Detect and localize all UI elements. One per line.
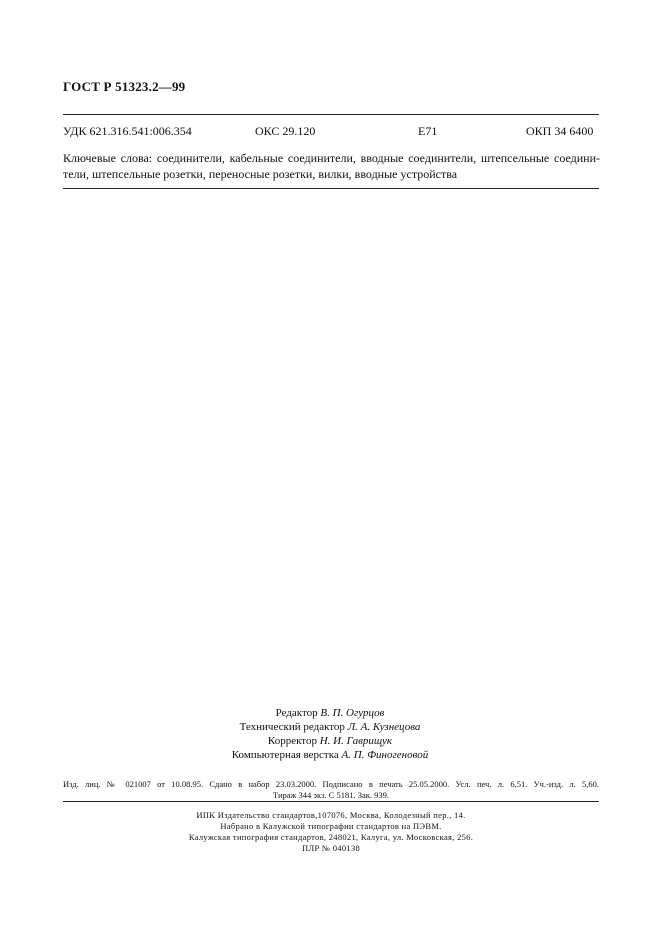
publisher-block — [63, 810, 599, 854]
credit-person: А. П. Финогеновой — [341, 749, 429, 761]
publisher-line: ПЛР № 040138 — [301, 843, 361, 853]
udk-code: УДК 621.316.541:006.354 — [63, 124, 192, 138]
credit-tech-editor — [180, 720, 480, 734]
credit-role: Компьютерная верстка — [231, 749, 339, 761]
keywords-line: Ключевые слова: соединители, кабельные соединители, вводные соединители, штепсельные соедини- — [63, 151, 600, 165]
keywords-block — [63, 150, 600, 182]
credit-role: Технический редактор — [239, 721, 345, 733]
credits-block — [180, 706, 480, 762]
publisher-line: Набрано в Калужской типографии стандартов на ПЭВМ. — [220, 821, 442, 831]
imprint-line: Изд. лиц. № 021007 от 10.08.95. Сдано в набор 23.03.2000. Подписано в печать 25.05.2000. Усл. печ. л. 6,51. Уч.-изд. л. 5,60. — [63, 779, 599, 789]
credit-proofreader — [180, 734, 480, 748]
credit-role: Редактор — [275, 707, 318, 719]
oks-code: ОКС 29.120 — [255, 124, 316, 138]
publisher-line: ИПК Издательство стандартов,107076, Москва, Колодезный пер., 14. — [196, 810, 466, 820]
keywords-divider — [63, 188, 599, 189]
credit-layout — [180, 748, 480, 762]
credit-person: Л. А. Кузнецова — [347, 721, 421, 733]
okp-code: ОКП 34 6400 — [526, 124, 594, 138]
imprint-block — [63, 779, 599, 801]
credit-person: Н. И. Гаврищук — [319, 735, 393, 747]
publisher-line: Калужская типография стандартов, 248021, Калуга, ул. Московская, 256. — [188, 832, 474, 842]
top-divider — [63, 114, 599, 115]
keywords-line: тели, штепсельные розетки, переносные розетки, вилки, вводные устройства — [63, 167, 458, 181]
group-code: Е71 — [418, 124, 438, 138]
imprint-divider — [63, 801, 599, 802]
imprint-line: Тираж 344 экз. С 5181. Зак. 939. — [272, 790, 390, 800]
credit-role: Корректор — [267, 735, 317, 747]
credit-editor — [180, 706, 480, 720]
credit-person: В. П. Огурцов — [320, 707, 385, 719]
document-code: ГОСТ Р 51323.2—99 — [63, 79, 186, 94]
